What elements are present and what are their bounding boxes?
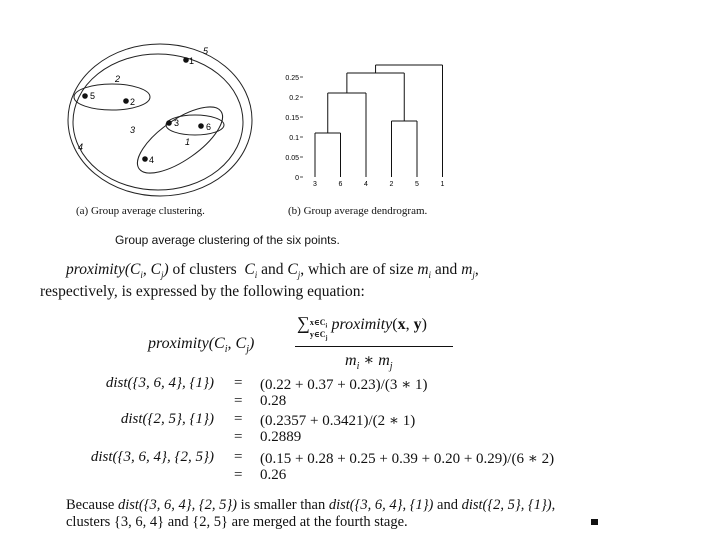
- formula-lhs: $proximity(C_i$, $C_j$): [148, 335, 255, 356]
- point-label-1: 1: [189, 56, 195, 66]
- equation-equals: =: [234, 375, 243, 391]
- point-4: [142, 156, 148, 162]
- leaf-label: 1: [440, 181, 445, 188]
- sum-sub-y: y∈C: [309, 330, 326, 339]
- cluster-number-1: 1: [185, 137, 191, 147]
- intro-args: ($C_i$, $C_j$): [124, 261, 169, 281]
- point-2: [123, 98, 129, 104]
- y-tick-label: 0.25: [285, 75, 299, 82]
- equation-lhs: dist({3, 6, 4}, {2, 5}): [90, 449, 214, 465]
- conclusion-dist-1: dist({3, 6, 4}, {2, 5}): [117, 497, 237, 513]
- point-label-4: 4: [149, 155, 155, 165]
- intro-of-clusters: of clusters: [168, 261, 241, 278]
- caption-a: (a) Group average clustering.: [76, 205, 205, 217]
- cluster-number-3: 3: [130, 125, 136, 135]
- intro-prox: proximity: [66, 261, 125, 278]
- equation-rhs: (0.22 + 0.37 + 0.23)/(3 ∗ 1): [260, 377, 428, 393]
- is-smaller-text: is smaller than: [237, 497, 329, 513]
- conclusion-dist-2: dist({3, 6, 4}, {1}): [328, 497, 434, 513]
- equation-equals: =: [234, 411, 243, 427]
- fraction-bar: [295, 346, 453, 347]
- conclusion-dist-3: dist({2, 5}, {1}): [461, 497, 552, 513]
- point-label-6: 6: [206, 122, 212, 132]
- intro-which: , which are of size: [300, 261, 418, 278]
- cluster-number-5: 5: [203, 46, 209, 56]
- equation-lhs: dist({2, 5}, {1}): [120, 411, 214, 427]
- equation-lhs: dist({3, 6, 4}, {1}): [105, 375, 214, 391]
- equation-rhs: (0.15 + 0.28 + 0.25 + 0.39 + 0.20 + 0.29)/(6 ∗ 2): [260, 451, 555, 467]
- conclusion-line-2: clusters {3, 6, 4} and {2, 5} are merged at the fourth stage.: [66, 514, 408, 530]
- point-label-5: 5: [90, 91, 96, 101]
- group-average-cluster-diagram: [60, 40, 260, 200]
- point-label-2: 2: [130, 97, 136, 107]
- cluster-5-outer-ellipse: [68, 44, 252, 196]
- point-6: [198, 123, 204, 129]
- point-1: [183, 57, 189, 63]
- group-average-dendrogram: [275, 55, 460, 195]
- equation-equals: =: [234, 449, 243, 465]
- formula-denominator: $m_i$ ∗ $m_j$: [345, 352, 393, 373]
- sum-sub-x: x∈C: [309, 318, 326, 328]
- equation-rhs: 0.28: [260, 393, 287, 409]
- intro-and: and: [257, 261, 288, 278]
- y-tick-label: 0.1: [289, 135, 299, 142]
- equation-equals: =: [234, 393, 243, 409]
- because-text: Because: [66, 497, 118, 513]
- leaf-label: 4: [364, 181, 368, 188]
- intro-and-2: and: [431, 261, 462, 278]
- y-tick-label: 0.05: [285, 155, 299, 162]
- figure-subtitle: Group average clustering of the six points.: [115, 233, 340, 247]
- cluster-number-2: 2: [115, 74, 121, 84]
- y-tick-label: 0.2: [289, 95, 299, 102]
- y-tick-label: 0.15: [285, 115, 299, 122]
- point-3: [166, 120, 172, 126]
- cluster-number-4: 4: [78, 142, 84, 152]
- intro-line-1: $proximity(C_i$, $C_j$) of clusters $C_i$ and $C_j$, which are of size $m_i$ and $m_j$,: [66, 261, 479, 281]
- cluster-4-ellipse: [73, 54, 243, 190]
- leaf-label: 5: [415, 181, 419, 188]
- conclusion-comma: ,: [551, 497, 556, 513]
- conclusion-and: and: [433, 497, 462, 513]
- y-tick-label: 0: [295, 175, 299, 182]
- formula-numerator: $\sum x\in C_i$ $y\in C_j$ proximity(x, y): [297, 313, 427, 342]
- leaf-label: 2: [389, 181, 394, 188]
- intro-line-2: respectively, is expressed by the following equation:: [40, 283, 365, 300]
- end-of-proof-square: [591, 519, 598, 525]
- leaf-label: 6: [338, 181, 343, 188]
- equation-rhs: 0.26: [260, 467, 287, 483]
- point-label-3: 3: [174, 118, 180, 128]
- equation-rhs: (0.2357 + 0.3421)/(2 ∗ 1): [260, 413, 416, 429]
- equation-equals: =: [234, 429, 243, 445]
- conclusion-line-1: [66, 497, 555, 514]
- point-5: [82, 93, 88, 99]
- equation-equals: =: [234, 467, 243, 483]
- equation-rhs: 0.2889: [260, 429, 302, 445]
- caption-b: (b) Group average dendrogram.: [288, 205, 428, 217]
- leaf-label: 3: [313, 181, 317, 188]
